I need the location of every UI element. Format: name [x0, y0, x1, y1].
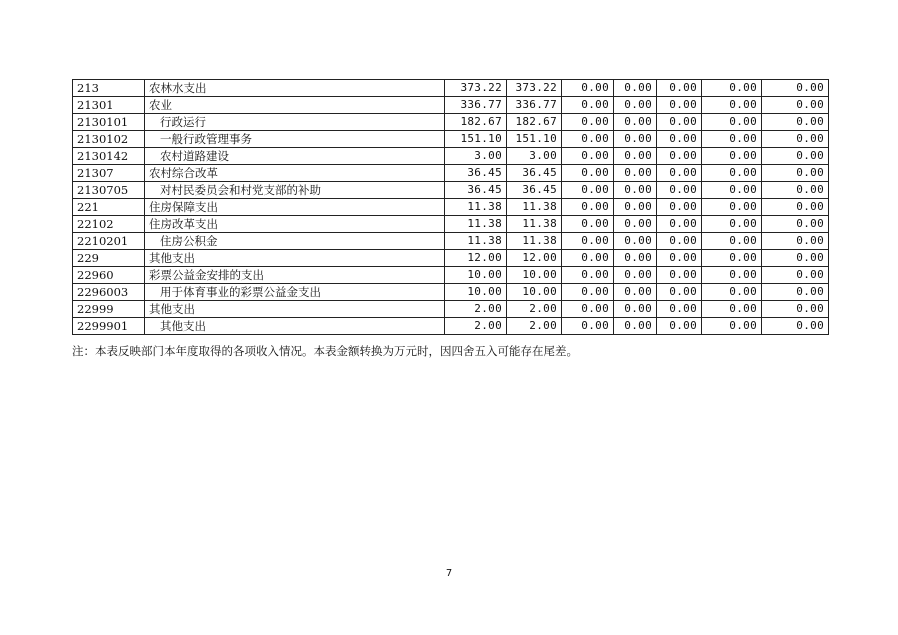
amount-cell: 0.00 — [614, 182, 657, 199]
amount-cell: 0.00 — [614, 284, 657, 301]
function-name-cell: 住房改革支出 — [145, 216, 445, 233]
function-code-cell: 2299901 — [73, 318, 145, 335]
amount-cell: 0.00 — [702, 216, 762, 233]
amount-cell: 0.00 — [657, 114, 702, 131]
amount-cell: 0.00 — [614, 114, 657, 131]
amount-cell: 0.00 — [762, 165, 829, 182]
amount-cell: 10.00 — [445, 267, 507, 284]
amount-cell: 0.00 — [562, 199, 614, 216]
amount-cell: 11.38 — [445, 199, 507, 216]
amount-cell: 0.00 — [657, 233, 702, 250]
table-row — [73, 267, 829, 284]
amount-cell: 0.00 — [702, 97, 762, 114]
amount-cell: 11.38 — [445, 216, 507, 233]
function-name-cell: 彩票公益金安排的支出 — [145, 267, 445, 284]
amount-cell: 36.45 — [445, 165, 507, 182]
amount-cell: 0.00 — [762, 301, 829, 318]
page-number: 7 — [445, 568, 453, 579]
amount-cell: 3.00 — [445, 148, 507, 165]
amount-cell: 0.00 — [702, 284, 762, 301]
function-name-cell: 一般行政管理事务 — [145, 131, 445, 148]
amount-cell: 0.00 — [562, 233, 614, 250]
amount-cell: 0.00 — [562, 216, 614, 233]
amount-cell: 0.00 — [614, 199, 657, 216]
function-name-cell: 农林水支出 — [145, 80, 445, 97]
amount-cell: 0.00 — [657, 318, 702, 335]
function-code-cell: 213 — [73, 80, 145, 97]
function-code-cell: 22999 — [73, 301, 145, 318]
amount-cell: 0.00 — [762, 284, 829, 301]
amount-cell: 0.00 — [702, 250, 762, 267]
amount-cell: 373.22 — [507, 80, 562, 97]
amount-cell: 0.00 — [762, 233, 829, 250]
function-name-cell: 住房公积金 — [145, 233, 445, 250]
amount-cell: 0.00 — [562, 182, 614, 199]
amount-cell: 0.00 — [614, 216, 657, 233]
function-code-cell: 2210201 — [73, 233, 145, 250]
amount-cell: 11.38 — [445, 233, 507, 250]
amount-cell: 0.00 — [614, 233, 657, 250]
amount-cell: 0.00 — [702, 148, 762, 165]
amount-cell: 0.00 — [762, 148, 829, 165]
amount-cell: 0.00 — [762, 199, 829, 216]
amount-cell: 336.77 — [507, 97, 562, 114]
amount-cell: 0.00 — [702, 318, 762, 335]
amount-cell: 0.00 — [562, 318, 614, 335]
amount-cell: 0.00 — [614, 80, 657, 97]
amount-cell: 0.00 — [562, 131, 614, 148]
amount-cell: 0.00 — [762, 318, 829, 335]
function-code-cell: 2130102 — [73, 131, 145, 148]
amount-cell: 0.00 — [562, 301, 614, 318]
amount-cell: 36.45 — [507, 182, 562, 199]
table-row — [73, 148, 829, 165]
amount-cell: 2.00 — [445, 301, 507, 318]
table-row — [73, 199, 829, 216]
amount-cell: 2.00 — [445, 318, 507, 335]
function-name-cell: 农村综合改革 — [145, 165, 445, 182]
table-row — [73, 318, 829, 335]
amount-cell: 0.00 — [657, 97, 702, 114]
amount-cell: 151.10 — [507, 131, 562, 148]
amount-cell: 2.00 — [507, 318, 562, 335]
amount-cell: 0.00 — [762, 216, 829, 233]
table-row — [73, 114, 829, 131]
function-name-cell: 对村民委员会和村党支部的补助 — [145, 182, 445, 199]
amount-cell: 0.00 — [657, 182, 702, 199]
table-row — [73, 165, 829, 182]
amount-cell: 0.00 — [657, 199, 702, 216]
amount-cell: 0.00 — [562, 114, 614, 131]
amount-cell: 0.00 — [657, 267, 702, 284]
amount-cell: 0.00 — [562, 165, 614, 182]
amount-cell: 182.67 — [507, 114, 562, 131]
amount-cell: 151.10 — [445, 131, 507, 148]
function-name-cell: 住房保障支出 — [145, 199, 445, 216]
amount-cell: 0.00 — [614, 131, 657, 148]
function-name-cell: 其他支出 — [145, 250, 445, 267]
amount-cell: 2.00 — [507, 301, 562, 318]
amount-cell: 0.00 — [657, 250, 702, 267]
function-code-cell: 2130142 — [73, 148, 145, 165]
amount-cell: 0.00 — [657, 131, 702, 148]
function-code-cell: 21301 — [73, 97, 145, 114]
amount-cell: 0.00 — [614, 267, 657, 284]
table-body — [73, 80, 829, 335]
amount-cell: 0.00 — [614, 250, 657, 267]
income-table — [72, 79, 829, 335]
amount-cell: 0.00 — [657, 284, 702, 301]
function-code-cell: 2130101 — [73, 114, 145, 131]
function-code-cell: 21307 — [73, 165, 145, 182]
function-name-cell: 其他支出 — [145, 318, 445, 335]
amount-cell: 36.45 — [507, 165, 562, 182]
amount-cell: 0.00 — [702, 165, 762, 182]
amount-cell: 0.00 — [614, 165, 657, 182]
amount-cell: 0.00 — [614, 97, 657, 114]
amount-cell: 0.00 — [762, 267, 829, 284]
function-name-cell: 农村道路建设 — [145, 148, 445, 165]
table-row — [73, 80, 829, 97]
table-row — [73, 301, 829, 318]
amount-cell: 11.38 — [507, 216, 562, 233]
table-row — [73, 97, 829, 114]
function-code-cell: 2130705 — [73, 182, 145, 199]
amount-cell: 10.00 — [507, 284, 562, 301]
amount-cell: 0.00 — [702, 301, 762, 318]
amount-cell: 0.00 — [562, 80, 614, 97]
amount-cell: 11.38 — [507, 199, 562, 216]
amount-cell: 0.00 — [762, 114, 829, 131]
amount-cell: 10.00 — [507, 267, 562, 284]
function-name-cell: 用于体育事业的彩票公益金支出 — [145, 284, 445, 301]
amount-cell: 0.00 — [762, 250, 829, 267]
amount-cell: 0.00 — [614, 318, 657, 335]
amount-cell: 0.00 — [614, 301, 657, 318]
table-row — [73, 131, 829, 148]
table-row — [73, 284, 829, 301]
amount-cell: 0.00 — [762, 80, 829, 97]
table-note: 注：本表反映部门本年度取得的各项收入情况。本表金额转换为万元时，因四舍五入可能存在尾差。 — [72, 344, 578, 358]
amount-cell: 373.22 — [445, 80, 507, 97]
amount-cell: 182.67 — [445, 114, 507, 131]
amount-cell: 0.00 — [702, 233, 762, 250]
amount-cell: 0.00 — [657, 301, 702, 318]
table-row — [73, 216, 829, 233]
amount-cell: 0.00 — [702, 80, 762, 97]
amount-cell: 0.00 — [657, 165, 702, 182]
function-code-cell: 2296003 — [73, 284, 145, 301]
function-name-cell: 其他支出 — [145, 301, 445, 318]
amount-cell: 0.00 — [762, 182, 829, 199]
amount-cell: 0.00 — [614, 148, 657, 165]
amount-cell: 0.00 — [562, 250, 614, 267]
function-code-cell: 22102 — [73, 216, 145, 233]
amount-cell: 12.00 — [445, 250, 507, 267]
table-row — [73, 233, 829, 250]
function-code-cell: 22960 — [73, 267, 145, 284]
table-row — [73, 250, 829, 267]
amount-cell: 0.00 — [657, 80, 702, 97]
amount-cell: 0.00 — [702, 131, 762, 148]
amount-cell: 0.00 — [702, 267, 762, 284]
amount-cell: 0.00 — [702, 182, 762, 199]
function-name-cell: 农业 — [145, 97, 445, 114]
amount-cell: 0.00 — [762, 97, 829, 114]
amount-cell: 3.00 — [507, 148, 562, 165]
amount-cell: 336.77 — [445, 97, 507, 114]
table-row — [73, 182, 829, 199]
amount-cell: 0.00 — [562, 267, 614, 284]
function-code-cell: 221 — [73, 199, 145, 216]
amount-cell: 0.00 — [702, 199, 762, 216]
amount-cell: 0.00 — [562, 284, 614, 301]
amount-cell: 36.45 — [445, 182, 507, 199]
amount-cell: 10.00 — [445, 284, 507, 301]
amount-cell: 0.00 — [657, 216, 702, 233]
amount-cell: 11.38 — [507, 233, 562, 250]
amount-cell: 12.00 — [507, 250, 562, 267]
amount-cell: 0.00 — [657, 148, 702, 165]
amount-cell: 0.00 — [702, 114, 762, 131]
amount-cell: 0.00 — [562, 97, 614, 114]
amount-cell: 0.00 — [762, 131, 829, 148]
amount-cell: 0.00 — [562, 148, 614, 165]
function-name-cell: 行政运行 — [145, 114, 445, 131]
function-code-cell: 229 — [73, 250, 145, 267]
